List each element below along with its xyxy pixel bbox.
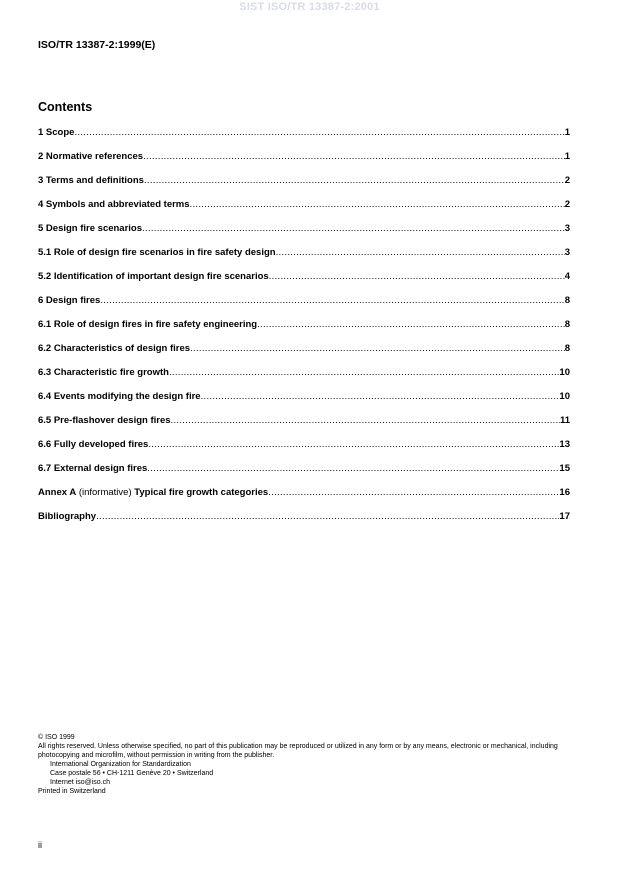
toc-entry-label: 1 Scope xyxy=(38,127,75,138)
toc-leader-dots xyxy=(96,511,559,523)
toc-entry-label: 6.1 Role of design fires in fire safety engineering xyxy=(38,319,258,330)
toc-leader-dots xyxy=(74,127,564,139)
toc-entry-scope[interactable] xyxy=(38,127,570,151)
toc-leader-dots xyxy=(190,199,565,211)
toc-entry-identification-of-scenarios[interactable] xyxy=(38,271,570,295)
toc-entry-page: 2 xyxy=(564,199,570,210)
toc-entry-symbols[interactable] xyxy=(38,199,570,223)
toc-entry-page: 8 xyxy=(564,319,570,330)
toc-leader-dots xyxy=(276,247,565,259)
toc-entry-page: 17 xyxy=(559,511,570,522)
toc-entry-page: 2 xyxy=(564,175,570,186)
toc-entry-fully-developed[interactable] xyxy=(38,439,570,463)
toc-leader-dots xyxy=(142,223,565,235)
toc-entry-page: 10 xyxy=(559,391,570,402)
toc-entry-role-of-scenarios[interactable] xyxy=(38,247,570,271)
toc-entry-label: 5 Design fire scenarios xyxy=(38,223,143,234)
toc-entry-label: 6.4 Events modifying the design fire xyxy=(38,391,201,402)
toc-entry-pre-flashover[interactable] xyxy=(38,415,570,439)
contents-heading: Contents xyxy=(38,100,93,114)
toc-entry-page: 1 xyxy=(564,151,570,162)
toc-entry-page: 1 xyxy=(564,127,570,138)
toc-entry-label: 6.2 Characteristics of design fires xyxy=(38,343,191,354)
toc-entry-label: 6.7 External design fires xyxy=(38,463,148,474)
toc-entry-characteristics[interactable] xyxy=(38,343,570,367)
copyright-line: © ISO 1999 xyxy=(38,734,75,741)
document-identifier: ISO/TR 13387-2:1999(E) xyxy=(38,39,156,51)
toc-entry-design-fires[interactable] xyxy=(38,295,570,319)
toc-entry-page: 11 xyxy=(559,415,570,426)
toc-entry-page: 16 xyxy=(559,487,570,498)
table-of-contents xyxy=(38,127,570,535)
toc-entry-annex-a[interactable] xyxy=(38,487,570,511)
toc-entry-terms-definitions[interactable] xyxy=(38,175,570,199)
organization-internet: Internet iso@iso.ch xyxy=(50,779,111,786)
copyright-notice xyxy=(38,733,583,796)
annex-designation: Annex A xyxy=(38,487,77,498)
toc-entry-bibliography[interactable] xyxy=(38,511,570,535)
toc-leader-dots xyxy=(257,319,565,331)
toc-entry-page: 13 xyxy=(559,439,570,450)
toc-entry-page: 15 xyxy=(559,463,570,474)
watermark: SIST ISO/TR 13387-2:2001 xyxy=(239,1,380,13)
toc-entry-page: 4 xyxy=(564,271,570,282)
toc-entry-page: 3 xyxy=(564,247,570,258)
toc-entry-label: 6.3 Characteristic fire growth xyxy=(38,367,169,378)
page-number: ii xyxy=(38,840,42,850)
toc-leader-dots xyxy=(201,391,560,403)
toc-leader-dots xyxy=(100,295,564,307)
toc-leader-dots xyxy=(147,463,559,475)
toc-entry-label xyxy=(38,487,268,499)
toc-entry-external-design-fires[interactable] xyxy=(38,463,570,487)
toc-entry-fire-growth[interactable] xyxy=(38,367,570,391)
toc-leader-dots xyxy=(268,487,559,499)
toc-entry-label: 2 Normative references xyxy=(38,151,144,162)
toc-entry-design-fire-scenarios[interactable] xyxy=(38,223,570,247)
toc-entry-label: 6.5 Pre-flashover design fires xyxy=(38,415,171,426)
toc-entry-page: 10 xyxy=(559,367,570,378)
toc-entry-label: Bibliography xyxy=(38,511,97,522)
toc-entry-page: 8 xyxy=(564,295,570,306)
toc-entry-events-modifying[interactable] xyxy=(38,391,570,415)
toc-leader-dots xyxy=(148,439,559,451)
toc-entry-page: 3 xyxy=(564,223,570,234)
organization-name: International Organization for Standardization xyxy=(50,761,191,768)
toc-leader-dots xyxy=(143,151,565,163)
toc-entry-role-of-design-fires[interactable] xyxy=(38,319,570,343)
toc-leader-dots xyxy=(269,271,565,283)
organization-address: Case postale 56 • CH-1211 Genève 20 • Switzerland xyxy=(50,770,214,777)
toc-entry-label: 6.6 Fully developed fires xyxy=(38,439,149,450)
toc-entry-label: 3 Terms and definitions xyxy=(38,175,144,186)
toc-leader-dots xyxy=(171,415,560,427)
toc-entry-label: 6 Design fires xyxy=(38,295,101,306)
toc-leader-dots xyxy=(169,367,559,379)
toc-entry-label: 5.1 Role of design fire scenarios in fire safety design xyxy=(38,247,276,258)
toc-leader-dots xyxy=(144,175,565,187)
toc-entry-label: 4 Symbols and abbreviated terms xyxy=(38,199,190,210)
toc-entry-normative-references[interactable] xyxy=(38,151,570,175)
annex-informative-note: (informative) xyxy=(76,487,135,498)
annex-title: Typical fire growth categories xyxy=(134,487,269,498)
toc-entry-page: 8 xyxy=(564,343,570,354)
toc-entry-label: 5.2 Identification of important design fire scenarios xyxy=(38,271,269,282)
toc-leader-dots xyxy=(190,343,565,355)
rights-statement: All rights reserved. Unless otherwise specified, no part of this publication may be reproduced or utilized in any form or by any means, electronic or mechanical, including photocopying and microfilm, without permission in writing from the publisher. xyxy=(38,743,558,759)
printed-in: Printed in Switzerland xyxy=(38,788,106,795)
